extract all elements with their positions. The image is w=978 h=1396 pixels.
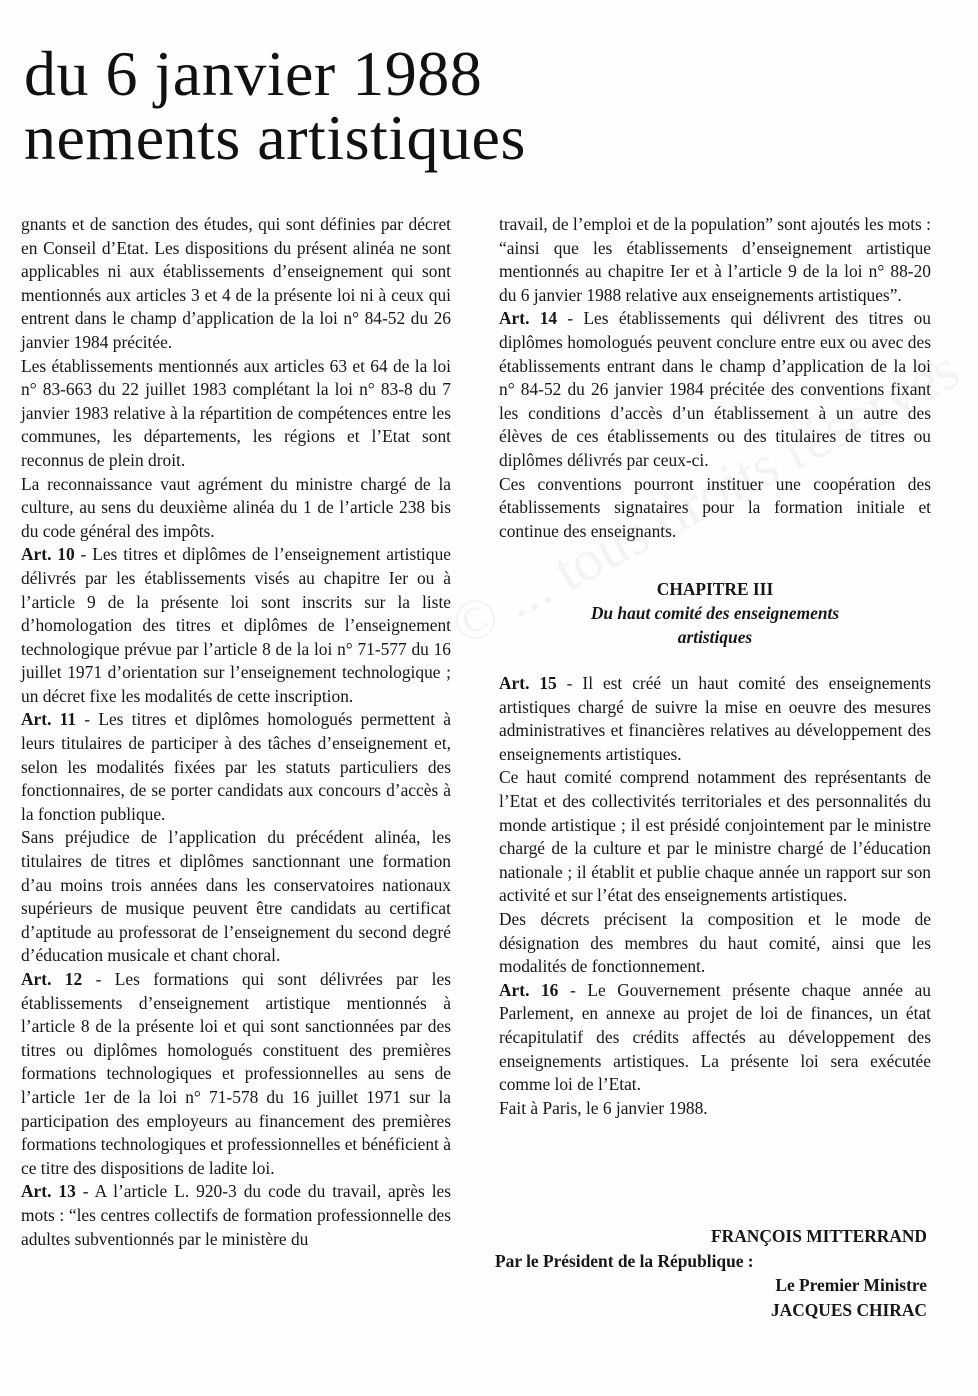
article-label: Art. 10 — [21, 544, 75, 565]
signature-date: Fait à Paris, le 6 janvier 1988. — [499, 1097, 708, 1118]
paragraph: Ce haut comité comprend notamment des représentants de l’Etat et des collectivités territoriales et des personnalités du monde artistique ; il est présidé conjointement par le ministre chargé de la culture et par le ministre chargé de l’éducation nationale ; il établit et publie chaque année un rapport sur son activité et sur l’état des enseignements artistiques. — [499, 767, 931, 906]
article-text: - A l’article L. 920-3 du code du travail, après les mots : “les centres collectifs de formation professionnelle des adultes subventionnés par le ministère du — [21, 1181, 452, 1249]
right-column — [499, 213, 931, 1120]
article-text: - Les formations qui sont délivrées par les établissements d’enseignement artistique mentionnés à l’article 8 de la présente loi et qui sont sanctionnées par des titres ou diplômes homologués constituent des premières formations technologiques et professionnelles au sens de l’article 1er de la loi n° 71-578 du 16 juillet 1971 sur la participation des employeurs au financement des premières formations technologiques et professionnelles et bénéficient à ce titre des dispositions de ladite loi. — [21, 969, 451, 1178]
paragraph: gnants et de sanction des études, qui sont définies par décret en Conseil d’Etat. Les dispositions du présent alinéa ne sont applicables ni aux établissements d’enseignement qui sont mentionnés aux articles 3 et 4 de la présente loi ni à ceux qui entrent dans le champ d’application de la loi n° 84-52 du 26 janvier 1984 précitée. — [21, 214, 451, 352]
article-12 — [21, 968, 451, 1180]
article-text: - Les établissements qui délivrent des titres ou diplômes homologués peuvent conclure entre eux ou avec des établissements entrant dans le champ d’application de la loi n° 84-52 du 26 janvier 1984 précitée des conventions fixant les conditions d’accès d’un établissement à un autre des élèves de ces établissements ou des titulaires de titres ou diplômes délivrés par ceux-ci. — [499, 308, 932, 470]
title-line-2: nements artistiques — [24, 102, 526, 173]
paragraph: Des décrets précisent la composition et le mode de désignation des membres du haut comité, ainsi que les modalités de fonctionnement. — [499, 909, 931, 977]
president-name: FRANÇOIS MITTERRAND — [711, 1226, 927, 1246]
article-label: Art. 15 — [499, 673, 557, 694]
left-column — [21, 213, 451, 1251]
article-text: - Les titres et diplômes homologués permettent à leurs titulaires de participer à des tâches d’enseignement et, selon les modalités fixées par les statuts particuliers des fonctionnaires, de se porter candidats aux concours d’accès à la fonction publique. — [21, 709, 451, 824]
paragraph: Sans préjudice de l’application du précédent alinéa, les titulaires de titres et diplômes sanctionnant une formation d’au moins trois années dans les conservatoires nationaux supérieurs de musique peuvent être candidats au certificat d’aptitude au professorat de l’enseignement du second degré d’éducation musicale et chant choral. — [21, 827, 451, 966]
article-text: - Le Gouvernement présente chaque année au Parlement, en annexe au projet de loi de finances, un état récapitulatif des crédits affectés au développement des enseignements artistiques. La présente loi sera exécutée comme loi de l’Etat. — [499, 979, 931, 1095]
title-line-1: du 6 janvier 1988 — [24, 38, 483, 109]
article-16 — [499, 979, 931, 1097]
article-label: Art. 16 — [499, 979, 559, 1000]
chapter-title-line-2: artistiques — [677, 626, 753, 647]
article-text: - Les titres et diplômes de l’enseignement artistique délivrés par les établissements visés au chapitre Ier ou à l’article 9 de la présente loi sont inscrits sur la liste d’homologation des titres et diplômes de l’enseignement technologique prévue par l’article 8 de la loi n° 71-577 du 16 juillet 1971 d’orientation sur l’enseignement technologique ; un décret fixe les modalités de cette inscription. — [21, 544, 452, 706]
article-text: - Il est créé un haut comité des enseignements artistiques chargé de suivre la mise en oeuvre des mesures administratives et financières relatives au développement des enseignements artistiques. — [499, 673, 932, 764]
paragraph: La reconnaissance vaut agrément du ministre chargé de la culture, au sens du deuxième alinéa du 1 de l’article 238 bis du code général des impôts. — [21, 473, 451, 541]
chapter-heading — [499, 578, 931, 649]
paragraph: Ces conventions pourront instituer une coopération des établissements signataires pour la formation initiale et continue des enseignants. — [499, 473, 931, 541]
prime-minister-name: JACQUES CHIRAC — [770, 1299, 927, 1320]
article-label: Art. 14 — [499, 308, 558, 329]
paragraph: travail, de l’emploi et de la population” sont ajoutés les mots : “ainsi que les établissements d’enseignement artistique mentionnés au chapitre Ier et à l’article 9 de la loi n° 88-20 du 6 janvier 1988 relative aux enseignements artistiques”. — [499, 214, 931, 305]
chapter-number: CHAPITRE III — [656, 579, 774, 600]
signature-block — [495, 1224, 927, 1322]
article-10 — [21, 543, 451, 708]
paragraph: Les établissements mentionnés aux articles 63 et 64 de la loi n° 83-663 du 22 juillet 1983 complétant la loi n° 83-8 du 7 janvier 1983 relative à la répartition de compétences entre les communes, les départements, les régions et l’Etat sont reconnus de plein droit. — [21, 355, 451, 470]
article-13 — [21, 1180, 451, 1251]
article-14 — [499, 307, 931, 472]
par-le-president: Par le Président de la République : — [495, 1250, 754, 1271]
prime-minister-role: Le Premier Ministre — [775, 1275, 927, 1295]
article-15 — [499, 672, 931, 766]
page-title — [24, 38, 526, 173]
article-label: Art. 13 — [21, 1181, 76, 1202]
article-11 — [21, 708, 451, 826]
article-label: Art. 12 — [21, 969, 83, 989]
chapter-title-line-1: Du haut comité des enseignements — [590, 602, 840, 623]
article-label: Art. 11 — [21, 709, 77, 730]
